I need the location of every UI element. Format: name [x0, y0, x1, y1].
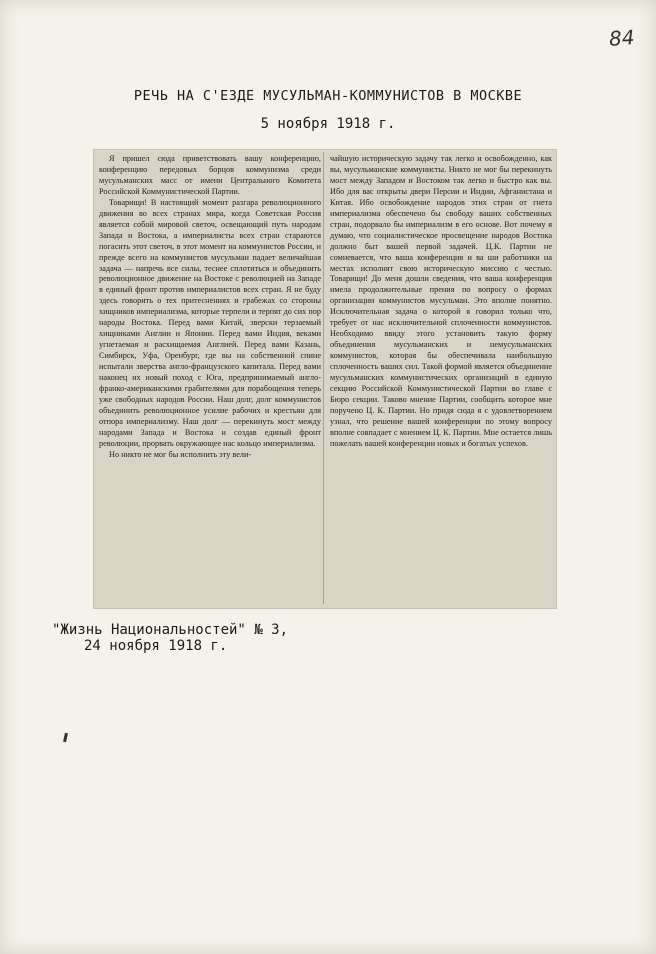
clipping-right-column — [327, 154, 555, 602]
paragraph: Я пришел сюда приветствовать вашу конференцию, конференцию передовых борцов коммунизма среди мусульманских масс от имени Центрального Комитета Российской Коммунистической Партии. — [99, 154, 321, 196]
pen-mark — [63, 733, 68, 742]
paragraph: Товарищи! В настоящий момент разгара революционного движения во всех странах мира, когда Советская Россия является собой мировой светоч, освещающий путь народам Запада и Востока, а империалисты всех стран стараются погасить этот светоч, в этот момент на коммунистов России, и прежде всего на коммунистов мусульман падает величайшая задача — напречь все силы, теснее сплотиться и объединить революционное движение на Востоке с революцией на Западе в единый фронт против империалистов всех стран. Я не буду здесь говорить о тех притеснениях и грабежах со стороны хищников империализма, которые терпели и терпят до сих пор народы Востока. Перед вами Китай, зверски терзаемый хищниками Англии и Японии. Перед вами Индия, веками угнетаемая и расхищаемая Англией. Перед вами Казань, Симбирск, Уфа, Оренбург, где вы на собственной спине испытали зверства англо-французского капитала. Перед вами наконец их новый поход с Юга, предпринимаемый англо-франко-американскими грабителями для порабощения теперь уже свободных народов России. Наш долг, долг коммунистов объединить революционное усилие рабочих и крестьян для отпора империализму. Наш долг — перекинуть мост между народами Запада и Востока и создав единый фронт революции, прорвать окружающее нас кольцо империализма. — [99, 197, 321, 448]
newspaper-clipping — [94, 150, 556, 608]
clipping-left-column — [96, 154, 324, 602]
source-journal: "Жизнь Национальностей" № 3, — [52, 622, 289, 638]
source-citation — [52, 622, 288, 654]
folio-number: 84 — [607, 25, 635, 51]
paragraph: Но никто не мог бы исполнить эту вели- — [109, 449, 252, 459]
paragraph: чайшую историческую задачу так легко и освобожденно, как вы, мусульманские коммунисты. Никто не мог бы перекинуть мост между Западом и Востоком так легко и быстро как вы. Ибо для вас открыты двери Персии и Индии, Афганистана и Китая. Ибо освобождение народов этих стран от гнета империализма обеспечено бы свободу ваших собственных стран, подорвало бы империализм в его основе. Вот почему я думаю, что социалистическое просвещение народов Востока должно быт вашей первой задачей. Ц.К. Партии не сомневается, что ваша конференция и ва ши работники на местах исполнят свою историческую миссию с честью. Товарищи! До меня дошли сведения, что ваша конференция имела продолжительные прения по вопросу о формах организации коммунистов мусульман. Это вполне понятно. Исключительная задача о которой я говорил только что, требует от нас исключительной сплоченности коммунистов. Необходимо ввиду этого установить такую форму объединения мусульманских и немусульманских коммунистов, которая бы обеспечивала наибольшую сплоченность ваших сил. Такой формой является объединение мусульманских коммунистических организаций в единую секцию Российской Коммунистической Партии во главе с Бюро секции. Таково мнение Партии, сообщить которое мне поручено Ц. К. Партии. Но придя сюда я с удовлетворением узнал, что решение вашей конференции по этому вопросу вполне совпадает с мнением Ц. К. Партии. Мне остается лишь пожелать вашей конференции новых и богатых успехов. — [330, 154, 552, 448]
document-title: РЕЧЬ НА С'ЕЗДЕ МУСУЛЬМАН-КОММУНИСТОВ В МОСКВЕ — [133, 88, 523, 104]
column-divider — [323, 152, 324, 604]
document-date: 5 ноября 1918 г. — [260, 116, 396, 132]
source-date: 24 ноября 1918 г. — [84, 638, 228, 654]
